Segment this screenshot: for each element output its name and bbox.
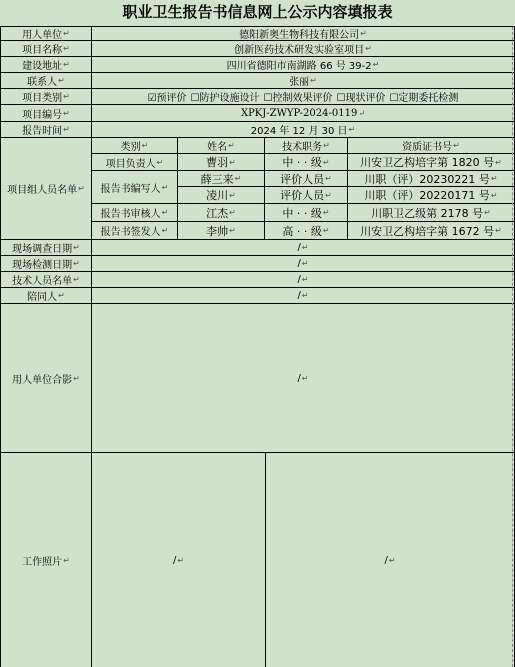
report-no-label: 项目编号 ↵ <box>0 105 92 122</box>
address-value: 四川省德阳市南湖路 66 号 39-2 ↵ <box>92 57 515 73</box>
group-photo-label: 用人单位合影 ↵ <box>0 304 92 453</box>
project-name-value: 创新医药技术研发实验室项目 ↵ <box>92 41 515 57</box>
tech-staff-value: / ↵ <box>92 272 515 288</box>
team-header-cert: 资质证书号 ↵ <box>348 138 515 154</box>
team-row-title: 评价人员 ↵ <box>265 187 348 204</box>
team-header-name: 姓名 ↵ <box>178 138 265 154</box>
survey-date-value: / ↵ <box>92 240 515 256</box>
team-row-title: 评价人员 ↵ <box>265 171 348 187</box>
escort-label: 陪同人 ↵ <box>0 288 92 304</box>
option-periodic-testing[interactable]: ☐定期委托检测 <box>389 93 459 104</box>
project-type-options <box>92 89 515 105</box>
report-time-value: 2024 年 12 月 30 日 ↵ <box>92 122 515 138</box>
address-label: 建设地址 ↵ <box>0 57 92 73</box>
team-row-cert: 川职（评）20220171 号 ↵ <box>348 187 515 204</box>
team-row-category: 项目负责人 ↵ <box>92 154 178 171</box>
work-photo-left: / ↵ <box>92 453 266 667</box>
team-label: 项目组人员名单 ↵ <box>0 138 92 240</box>
team-row-title: 中 · · 级 ↵ <box>265 154 348 171</box>
project-type-label: 项目类别 ↵ <box>0 89 92 105</box>
team-row-name: 曹羽 ↵ <box>178 154 265 171</box>
team-row-cert: 川安卫乙构培字第 1820 号 ↵ <box>348 154 515 171</box>
tech-staff-label: 技术人员名单 ↵ <box>0 272 92 288</box>
option-protection-design[interactable]: ☐防护设施设计 <box>190 93 260 104</box>
employer-value: 德阳新奥生物科技有限公司 ↵ <box>92 27 515 41</box>
contact-label: 联系人 ↵ <box>0 73 92 89</box>
contact-value: 张丽 ↵ <box>92 73 515 89</box>
page-title: 职业卫生报告书信息网上公示内容填报表 <box>122 3 393 21</box>
report-time-label: 报告时间 ↵ <box>0 122 92 138</box>
escort-value: / ↵ <box>92 288 515 304</box>
team-row-name: 李帅 ↵ <box>178 222 265 240</box>
team-row-cert: 川职（评）20230221 号 ↵ <box>348 171 515 187</box>
team-row-cert: 川职卫乙级第 2178 号 ↵ <box>348 204 515 222</box>
team-header-title: 技术职务 ↵ <box>265 138 348 154</box>
team-row-cert: 川安卫乙构培字第 1672 号 ↵ <box>348 222 515 240</box>
team-header-category: 类别 ↵ <box>92 138 178 154</box>
group-photo-value: / ↵ <box>92 304 515 453</box>
work-photo-right: / ↵ <box>266 453 515 667</box>
test-date-label: 现场检测日期 ↵ <box>0 256 92 272</box>
team-row-name: 薛三来 ↵ <box>178 171 265 187</box>
team-row-category: 报告书审核人 ↵ <box>92 204 178 222</box>
page-margin-guide <box>512 27 513 667</box>
team-row-title: 高 · · 级 ↵ <box>265 222 348 240</box>
survey-date-label: 现场调查日期 ↵ <box>0 240 92 256</box>
team-row-category: 报告书编写人 ↵ <box>92 171 178 204</box>
team-row-name: 江杰 ↵ <box>178 204 265 222</box>
employer-label: 用人单位 ↵ <box>0 27 92 41</box>
option-control-effect[interactable]: ☐控制效果评价 <box>263 93 333 104</box>
report-no-value: XPKJ-ZWYP-2024-0119 ↵ <box>92 105 515 122</box>
team-row-name: 凌川 ↵ <box>178 187 265 204</box>
option-status-evaluation[interactable]: ☐现状评价 <box>336 93 386 104</box>
test-date-value: / ↵ <box>92 256 515 272</box>
info-table <box>0 26 515 667</box>
team-row-title: 中 · · 级 ↵ <box>265 204 348 222</box>
option-pre-evaluation[interactable]: ☑预评价 <box>147 93 187 104</box>
work-photo-label: 工作照片 ↵ <box>0 453 92 667</box>
project-name-label: 项目名称 ↵ <box>0 41 92 57</box>
team-row-category: 报告书签发人 ↵ <box>92 222 178 240</box>
